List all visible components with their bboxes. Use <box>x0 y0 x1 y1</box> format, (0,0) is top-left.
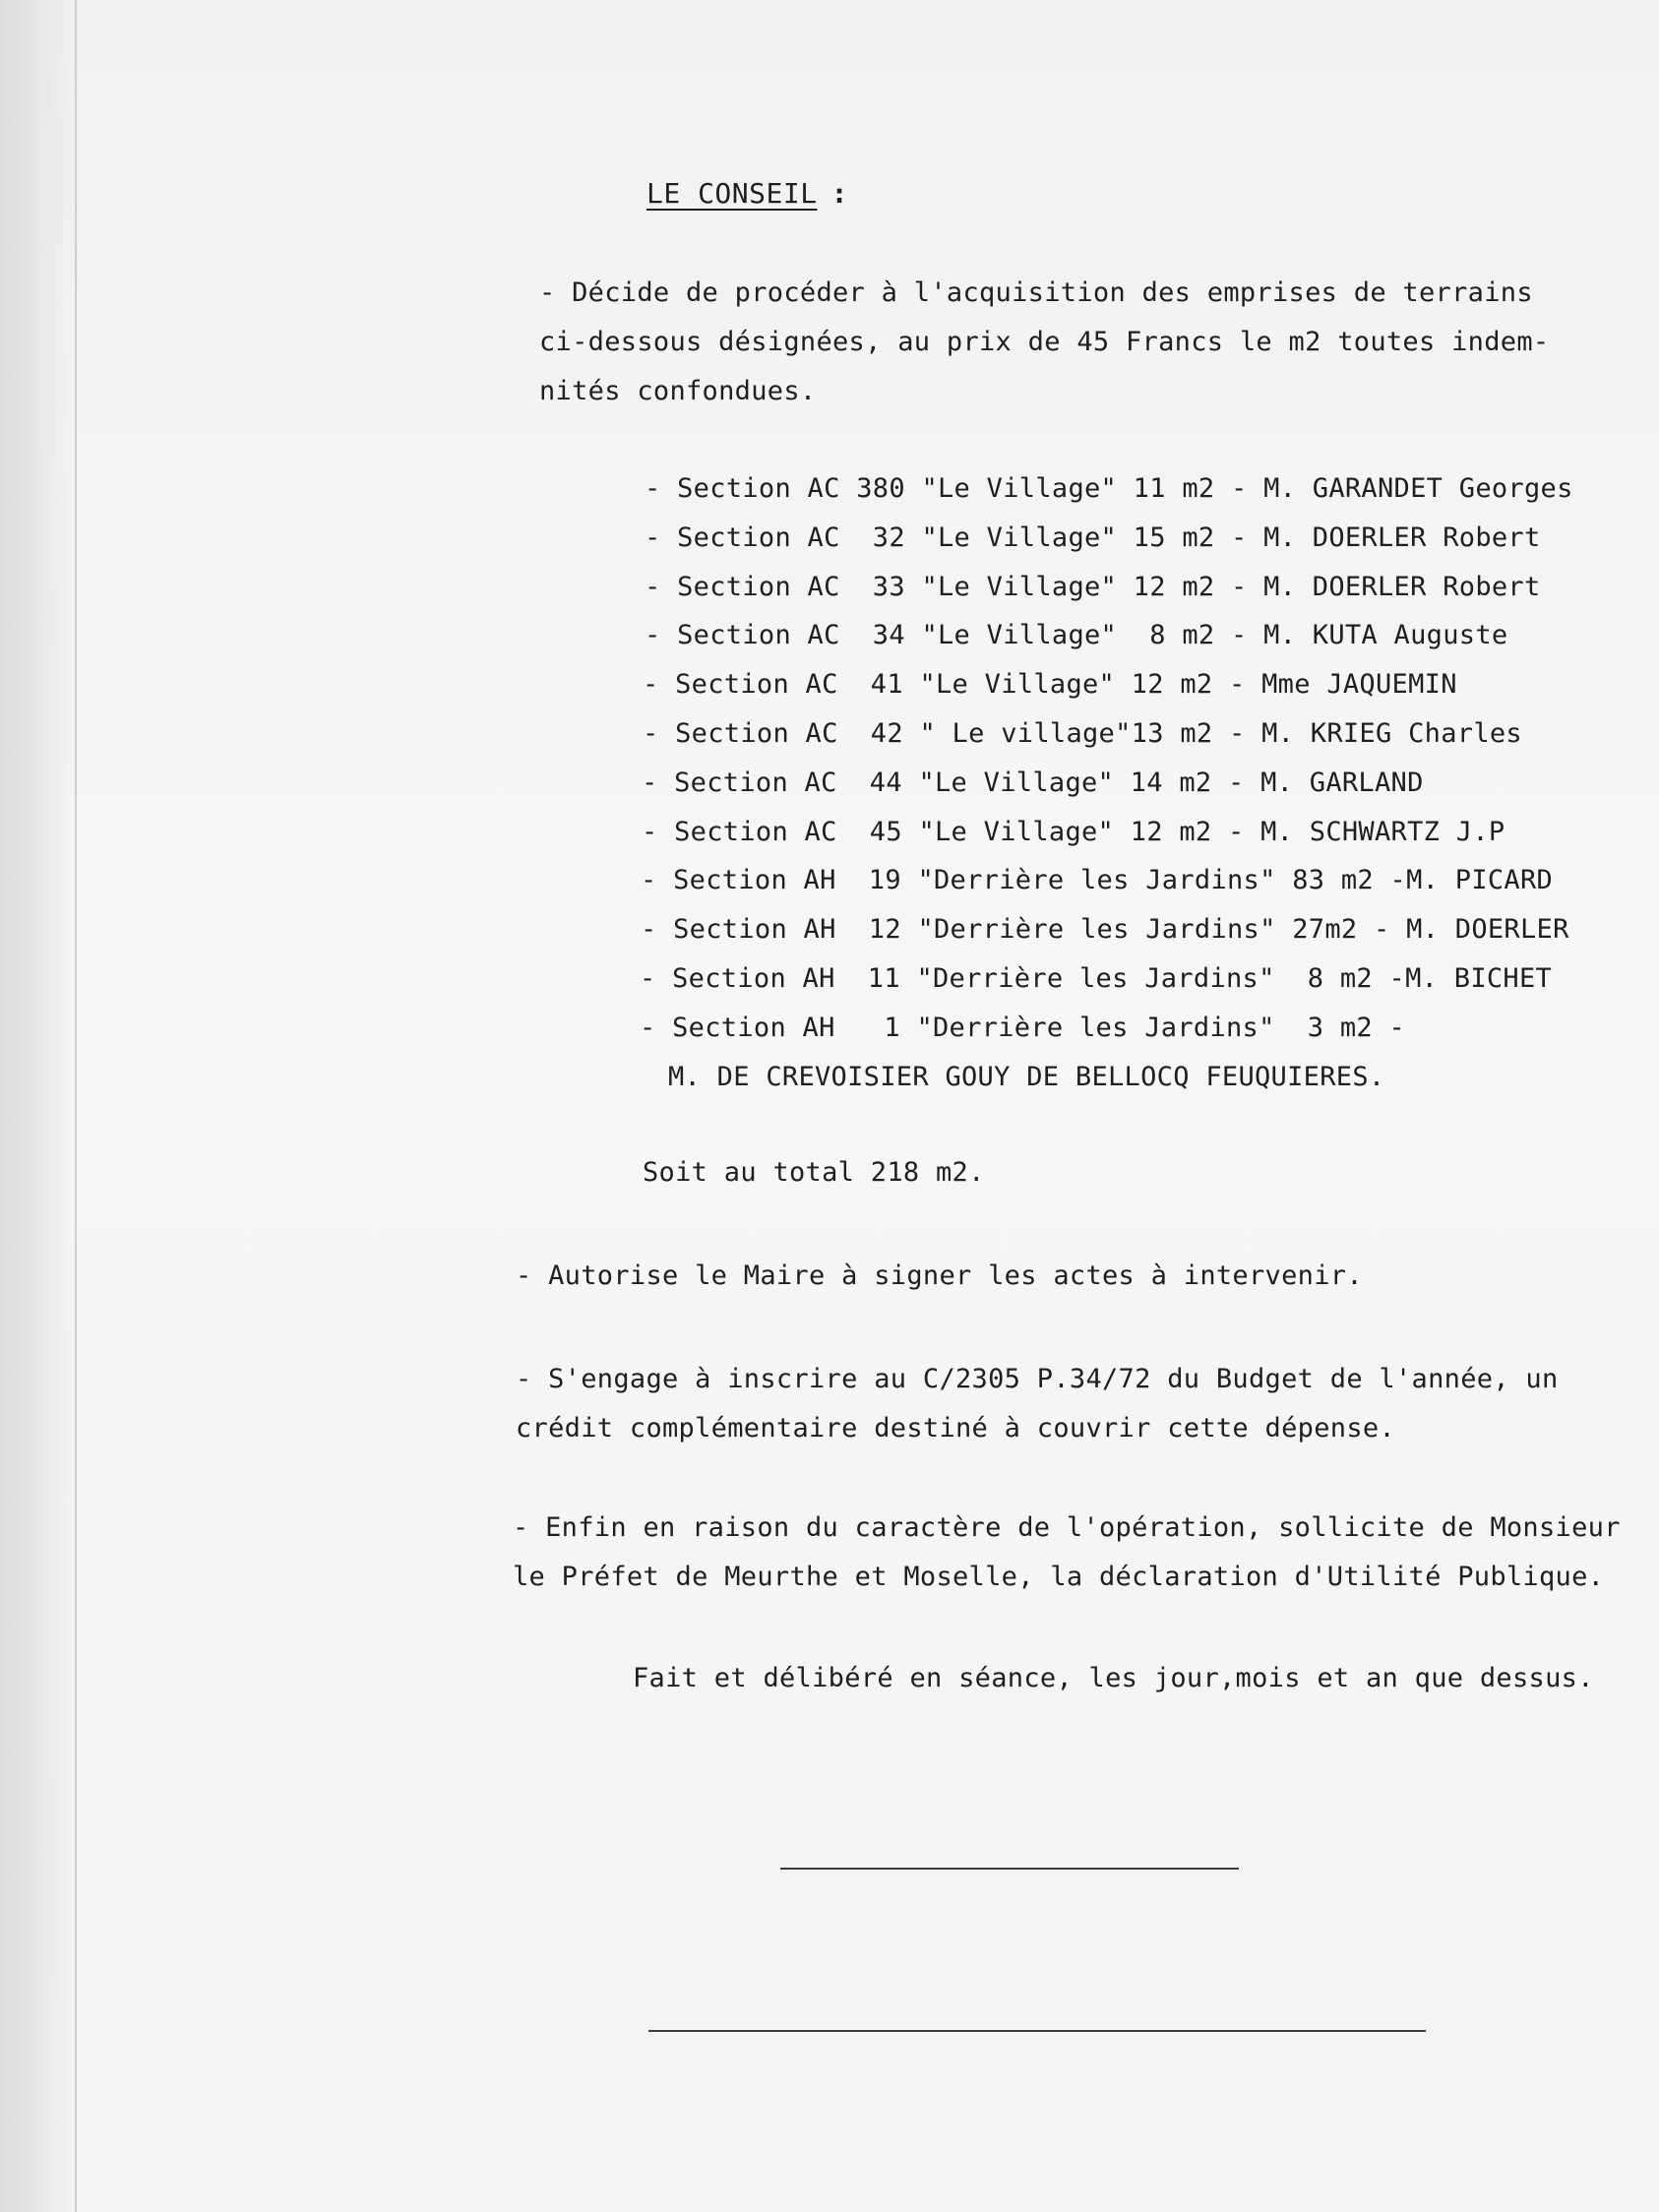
parcel-item: - Section AC 41 "Le Village" 12 m2 - Mme JAQUEMIN <box>643 669 1457 700</box>
engage-line-1: - S'engage à inscrire au C/2305 P.34/72 du Budget de l'année, un <box>516 1364 1559 1394</box>
page-edge-shadow <box>0 0 77 2212</box>
enfin-line-1: - Enfin en raison du caractère de l'opération, sollicite de Monsieur <box>513 1512 1621 1543</box>
enfin-line-2: le Préfet de Meurthe et Moselle, la déclaration d'Utilité Publique. <box>513 1562 1605 1592</box>
total-line: Soit au total 218 m2. <box>643 1157 985 1188</box>
parcel-item: - Section AH 1 "Derrière les Jardins" 3 m2 - <box>640 1013 1406 1043</box>
parcel-item: - Section AC 32 "Le Village" 15 m2 - M. DOERLER Robert <box>645 522 1541 553</box>
page-edge-rule <box>75 0 77 2212</box>
paragraph1-line-1: - Décide de procéder à l'acquisition des emprises de terrains <box>539 277 1533 308</box>
heading-title: LE CONSEIL <box>646 177 818 210</box>
signature-line-1 <box>780 1868 1239 1870</box>
heading <box>646 177 848 210</box>
authorise-line: - Autorise le Maire à signer les actes à intervenir. <box>516 1260 1363 1291</box>
parcel-item: - Section AH 11 "Derrière les Jardins" 8 m2 -M. BICHET <box>640 963 1553 994</box>
paragraph1-line-3: nités confondues. <box>539 376 817 406</box>
parcel-item: - Section AC 33 "Le Village" 12 m2 - M. DOERLER Robert <box>645 572 1541 602</box>
parcel-item: - Section AC 44 "Le Village" 14 m2 - M. GARLAND <box>642 768 1424 798</box>
parcel-item-continuation: M. DE CREVOISIER GOUY DE BELLOCQ FEUQUIERES. <box>668 1062 1385 1092</box>
parcel-item: - Section AH 12 "Derrière les Jardins" 27m2 - M. DOERLER <box>641 914 1569 945</box>
parcel-item: - Section AC 380 "Le Village" 11 m2 - M. GARANDET Georges <box>645 473 1573 504</box>
parcel-item: - Section AH 19 "Derrière les Jardins" 83 m2 -M. PICARD <box>641 865 1554 895</box>
parcel-item: - Section AC 34 "Le Village" 8 m2 - M. KUTA Auguste <box>645 620 1508 650</box>
signature-line-2 <box>648 2030 1426 2032</box>
engage-line-2: crédit complémentaire destiné à couvrir cette dépense. <box>516 1413 1395 1444</box>
parcel-item: - Section AC 42 " Le village"13 m2 - M. KRIEG Charles <box>643 718 1522 749</box>
parcel-item: - Section AC 45 "Le Village" 12 m2 - M. SCHWARTZ J.P <box>642 817 1505 847</box>
heading-colon: : <box>830 177 848 210</box>
closing-line: Fait et délibéré en séance, les jour,mois et an que dessus. <box>633 1663 1594 1693</box>
paragraph1-line-2: ci-dessous désignées, au prix de 45 Francs le m2 toutes indem- <box>539 327 1550 357</box>
